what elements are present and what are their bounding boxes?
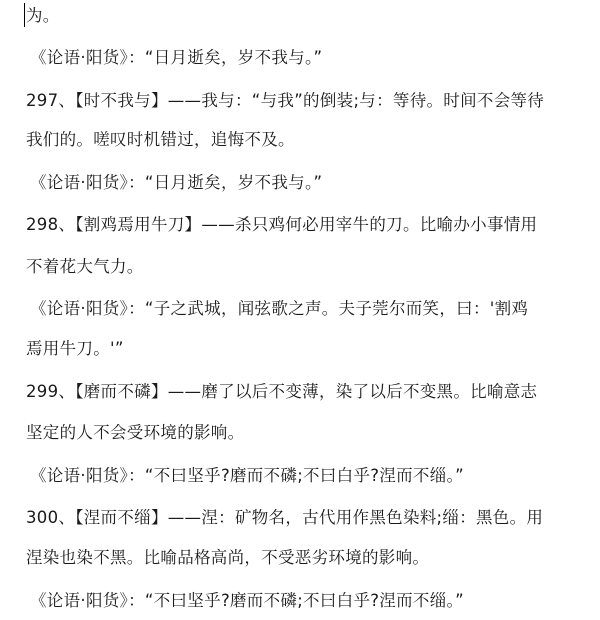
source-quote: 《论语·阳货》：“子之武城，闻弦歌之声。夫子莞尔而笑，曰：'割鸡 — [30, 299, 529, 318]
text-line: 为。 — [26, 6, 60, 25]
text-line: 坚定的人不会受环境的影响。 — [26, 423, 245, 442]
source-quote: 《论语·阳货》：“日月逝矣，岁不我与。” — [30, 48, 323, 67]
text-line: 涅染也染不黑。比喻品格高尚，不受恶劣环境的影响。 — [26, 548, 430, 567]
source-quote: 《论语·阳货》：“不曰坚乎?磨而不磷;不曰白乎?涅而不缁。” — [30, 466, 464, 485]
source-quote: 《论语·阳货》：“不曰坚乎?磨而不磷;不曰白乎?涅而不缁。” — [30, 591, 464, 610]
idiom-entry-298: 298、【割鸡焉用牛刀】——杀只鸡何必用宰牛的刀。比喻办小事情用 — [26, 215, 538, 234]
source-quote: 《论语·阳货》：“日月逝矣，岁不我与。” — [30, 173, 323, 192]
idiom-entry-300: 300、【涅而不缁】——涅：矿物名，古代用作黑色染料;缁：黑色。用 — [26, 508, 544, 527]
text-line: 我们的。嗟叹时机错过，追悔不及。 — [26, 130, 295, 149]
text-line: 不着花大气力。 — [26, 257, 144, 276]
idiom-entry-297: 297、【时不我与】——我与：“与我”的倒装;与：等待。时间不会等待 — [26, 91, 545, 110]
text-line: 焉用牛刀。'” — [26, 339, 124, 358]
text-cursor — [24, 3, 25, 27]
idiom-entry-299: 299、【磨而不磷】——磨了以后不变薄，染了以后不变黑。比喻意志 — [26, 382, 538, 401]
